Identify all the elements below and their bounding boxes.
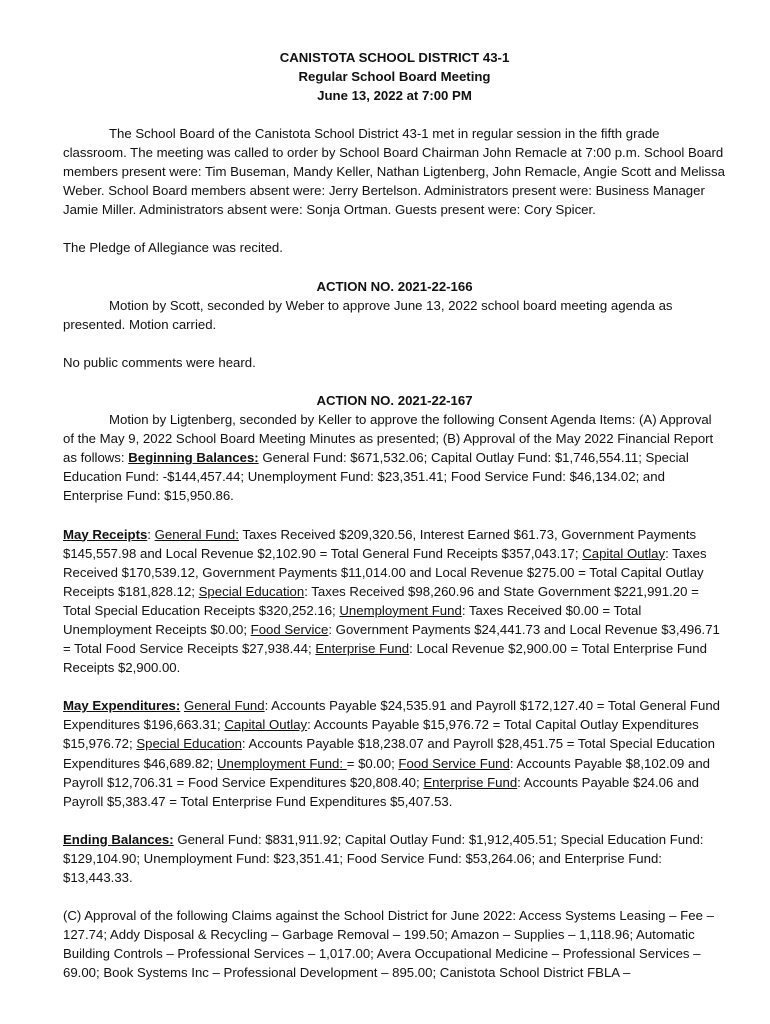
action-166-title: ACTION NO. 2021-22-166 [316, 278, 473, 294]
intro-paragraph: The School Board of the Canistota School District 43-1 met in regular session in the fifth grade classroom. The meeting was called to order by School Board Chairman John Remacle at 7:00 p.m. School Board members present were: Tim Buseman, Mandy Keller, Nathan Ligtenberg, John Remacle, Angie Scott and Melissa Weber. School Board members absent were: Jerry Bertelson. Administrators present were: Business Manager Jamie Miller. Administrators absent were: Sonja Ortman. Guests present were: Cory Spicer. [63, 126, 725, 218]
district-title: CANISTOTA SCHOOL DISTRICT 43-1 [279, 50, 510, 65]
receipts-general-fund-label: General Fund: [154, 526, 239, 542]
receipts-enterprise-text: : Local Revenue $2,900.00 = Total Enterprise Fund Receipts $2,900.00. [63, 641, 707, 676]
receipts-special-education-label: Special Education [198, 583, 305, 599]
expenditures-enterprise-label: Enterprise Fund [423, 774, 518, 790]
expenditures-special-education-label: Special Education [136, 736, 242, 752]
expenditures-capital-outlay-label: Capital Outlay [224, 717, 308, 733]
public-comments-paragraph: No public comments were heard. [63, 354, 256, 370]
expenditures-unemployment-label: Unemployment Fund: [216, 755, 347, 771]
may-expenditures-label: May Expenditures: [63, 698, 181, 714]
ending-balances-text: General Fund: $831,911.92; Capital Outlay Fund: $1,912,405.51; Special Education Fund: $129,104.90; Unemployment Fund: $23,351.41; Food Service Fund: $53,264.06; and Enterprise Fund: $13,443.33. [63, 831, 704, 885]
expenditures-general-fund-text: : Accounts Payable $24,535.91 and Payroll $172,127.40 = Total General Fund Expenditures $196,663.31; [63, 698, 720, 733]
expenditures-food-service-text: : Accounts Payable $8,102.09 and Payroll $12,706.31 = Food Service Expenditures $20,808.40; [63, 755, 711, 790]
expenditures-general-fund-label: General Fund [183, 698, 265, 714]
meeting-type: Regular School Board Meeting [298, 69, 491, 84]
meeting-date: June 13, 2022 at 7:00 PM [317, 88, 472, 103]
ending-balances-paragraph [63, 830, 726, 887]
receipts-enterprise-label: Enterprise Fund [315, 641, 410, 657]
expenditures-unemployment-text: = $0.00; [346, 755, 399, 771]
ending-balances-label: Ending Balances: [63, 831, 174, 847]
receipts-food-service-label: Food Service [250, 621, 329, 637]
action-166-text: Motion by Scott, seconded by Weber to approve June 13, 2022 school board meeting agenda as presented. Motion carried. [63, 297, 673, 332]
pledge-paragraph: The Pledge of Allegiance was recited. [63, 240, 283, 256]
beginning-balances-label: Beginning Balances: [128, 450, 259, 466]
expenditures-capital-outlay-text: : Accounts Payable $15,976.72 = Total Capital Outlay Expenditures $15,976.72; [63, 717, 699, 752]
receipts-unemployment-text: : Taxes Received $0.00 = Total Unemployment Receipts $0.00; [63, 602, 642, 637]
receipts-unemployment-label: Unemployment Fund [339, 602, 462, 618]
may-expenditures-paragraph [63, 696, 726, 811]
consent-agenda-text: Motion by Ligtenberg, seconded by Keller to approve the following Consent Agenda Items: (A) Approval of the May 9, 2022 School Board Meeting Minutes as presented; (B) Approval of the May 2022 Financial Report as follows: [63, 412, 714, 466]
action-167-text [63, 410, 726, 505]
expenditures-special-education-text: : Accounts Payable $18,238.07 and Payroll $28,451.75 = Total Special Education Expenditures $46,689.82; [63, 736, 715, 771]
receipts-separator: : [147, 526, 155, 542]
expenditures-enterprise-text: : Accounts Payable $24.06 and Payroll $5,383.47 = Total Enterprise Fund Expenditures $5,407.53. [63, 774, 700, 809]
action-167-title: ACTION NO. 2021-22-167 [316, 392, 473, 408]
expenditures-food-service-label: Food Service Fund [398, 755, 510, 771]
may-receipts-paragraph [63, 525, 726, 678]
claims-paragraph: (C) Approval of the following Claims against the School District for June 2022: Access Systems Leasing – Fee – 127.74; Addy Disposal & Recycling – Garbage Removal – 199.50; Amazon – Supplies – 1,118.96; Automatic Building Controls – Professional Services – 1,017.00; Avera Occupational Medicine – Professional Services – 69.00; Book Systems Inc – Professional Development – 895.00; Canistota School District FBLA – [63, 908, 714, 981]
receipts-special-education-text: : Taxes Received $98,260.96 and State Government $221,991.20 = Total Special Education Receipts $320,252.16; [63, 583, 699, 618]
receipts-general-fund-text: Taxes Received $209,320.56, Interest Earned $61.73, Government Payments $145,557.98 and Local Revenue $2,102.90 = Total General Fund Receipts $357,043.17; [63, 526, 697, 561]
receipts-capital-outlay-text: : Taxes Received $170,539.12, Government Payments $11,014.00 and Local Revenue $275.00 = Total Capital Outlay Receipts $181,828.12; [63, 545, 707, 599]
document-header [63, 48, 726, 105]
receipts-food-service-text: : Government Payments $24,441.73 and Local Revenue $3,496.71 = Total Food Service Receipts $27,938.44; [63, 621, 720, 657]
beginning-balances-text: General Fund: $671,532.06; Capital Outlay Fund: $1,746,554.11; Special Education Fund: -$144,457.44; Unemployment Fund: $23,351.41; Food Service Fund: $46,134.02; and Enterprise Fund: $15,950.86. [63, 450, 689, 504]
receipts-capital-outlay-label: Capital Outlay [582, 545, 666, 561]
may-receipts-label: May Receipts [63, 526, 148, 542]
